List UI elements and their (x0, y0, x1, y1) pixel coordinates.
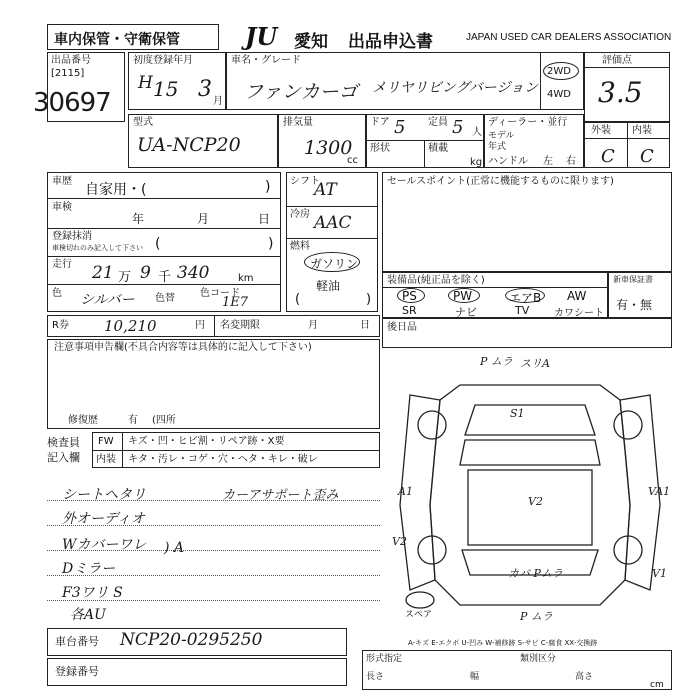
capacity-unit: 人 (472, 127, 482, 138)
fuel-close: ) (366, 292, 372, 307)
damage-legend: A-キズ E-エクボ U-凹み W-補修跡 S-サビ C-腐食 XX-交換跡 (408, 639, 598, 647)
aircon-value: AAC (314, 213, 352, 233)
displacement-unit: cc (347, 155, 358, 166)
aircon-label: 冷房 (290, 209, 310, 220)
vehicle-name: ファンカーゴ (244, 81, 358, 103)
fuel-open: ( (295, 292, 301, 307)
dims-height: 高さ (575, 672, 594, 682)
inspection-day: 日 (258, 212, 271, 226)
equip-navi: ナビ (455, 306, 477, 319)
lot-number: 30697 (33, 88, 111, 118)
shift-label: シフト (290, 176, 320, 187)
equip-tv: TV (515, 304, 530, 317)
new-warranty-value: 有・無 (616, 298, 653, 312)
inspector-label1: 検査員 (47, 436, 80, 449)
handle-label: ハンドル (488, 156, 528, 167)
equip-sr: SR (402, 304, 417, 317)
first-reg-month: 3 (198, 77, 212, 102)
note-line-6: 各AU (70, 607, 106, 623)
recycle-value: 10,210 (104, 317, 157, 335)
lot-sub: [2115] (51, 68, 85, 79)
lot-label: 出品番号 (51, 55, 91, 66)
capacity-value: 5 (452, 117, 464, 138)
note-line-1: シートヘタリ (62, 487, 146, 503)
color-value: シルバー (80, 292, 135, 308)
storage-text: 車内保管・守衛保管 (54, 32, 180, 48)
dims-box (362, 650, 672, 690)
inspector-row2: キタ・汚レ・コゲ・穴・ヘタ・キレ・破レ (128, 454, 318, 465)
wheel-front-left (418, 411, 446, 439)
mark-8: カバ Pムラ (508, 567, 563, 580)
note-line-2: 外オーディオ (62, 511, 145, 527)
mark-3: S1 (510, 407, 525, 420)
mark-2: スリA (520, 357, 550, 370)
equipment-label: 装備品(純正品を除く) (387, 275, 485, 286)
cert-open: ( (155, 236, 161, 252)
first-reg-year: 15 (153, 77, 179, 101)
equip-seat: カワシート (554, 308, 604, 319)
mark-10: P ムラ (520, 610, 553, 623)
drive-divider (540, 52, 541, 110)
repair-detail: (四所 (152, 415, 176, 426)
org-name: 愛知 (294, 32, 328, 52)
mileage-sen-unit: 千 (158, 270, 172, 285)
inspector-row1: キズ・凹・ヒビ割・リペア跡・X要 (128, 436, 285, 447)
dims-unit: cm (650, 680, 664, 690)
fuel-label: 燃料 (290, 241, 310, 252)
mark-1: P ムラ (480, 355, 513, 368)
equip-pw: PW (453, 289, 473, 303)
mark-6: V2 (392, 535, 407, 548)
fuel-value: ガソリン (310, 257, 359, 271)
spare-label: スペア (405, 610, 433, 620)
inspector-label2: 記入欄 (47, 451, 80, 464)
load-label: 積載 (428, 143, 448, 154)
rear-date-box (382, 318, 672, 348)
cert-close: ) (268, 236, 274, 252)
recycle-label: R券 (52, 320, 69, 331)
note-line-4: Dミラー (62, 561, 116, 577)
cert-label: 登録抹消 (52, 231, 92, 242)
vehicle-name-label: 車名・グレード (231, 55, 301, 66)
note-line-5: F3ワリ S (62, 585, 123, 601)
shape-label: 形状 (370, 143, 390, 154)
score-value: 3.5 (598, 76, 643, 109)
spare-wheel (406, 592, 434, 608)
wheel-front-right (614, 411, 642, 439)
mark-9: V1 (652, 567, 667, 580)
inspector-row1-label: FW (98, 436, 114, 447)
name-change-day: 日 (360, 320, 370, 331)
color-label: 色 (52, 288, 62, 299)
displacement-label: 排気量 (283, 117, 313, 128)
rear-date-label: 後日品 (387, 322, 417, 333)
car-diagram (390, 355, 670, 625)
equip-aw: AW (567, 289, 587, 303)
fuel-light-oil: 軽油 (316, 279, 341, 293)
dealer-label: ディーラー・並行 (488, 117, 568, 128)
note-right: カーアサポート歪み (222, 488, 339, 503)
repair-label: 修復歴 (68, 415, 98, 426)
model-label: 型式 (133, 117, 153, 128)
shift-value: AT (314, 180, 337, 200)
ext-label: 外装 (591, 125, 611, 136)
note-mark: ) A (164, 540, 185, 556)
dims-type-label: 類別区分 (520, 654, 557, 664)
displacement-value: 1300 (304, 137, 353, 159)
drive-4wd: 4WD (547, 89, 571, 100)
first-reg-month-unit: 月 (213, 96, 223, 107)
color-code: 1E7 (222, 295, 249, 310)
mileage-man-unit: 万 (118, 270, 132, 285)
score-label: 評価点 (602, 55, 632, 66)
mark-4: V2 (528, 495, 543, 508)
doors-value: 5 (394, 117, 406, 138)
mileage-unit: km (238, 273, 254, 284)
sales-point-box (382, 172, 672, 272)
chassis-label: 車台番号 (55, 635, 99, 648)
mileage-sen: 9 (140, 263, 151, 283)
mark-5: A1 (398, 485, 413, 498)
notes-label: 注意事項申告欄(不具合内容等は具体的に記入して下さい) (54, 342, 312, 353)
load-unit: kg (470, 157, 483, 168)
model-year-label2: 年式 (488, 142, 507, 152)
inspection-year: 年 (132, 212, 145, 226)
org-logo: JU (245, 22, 278, 51)
color-code-label: 色コード (200, 288, 240, 299)
car-windshield (460, 440, 600, 465)
inspection-label: 車検 (52, 202, 72, 213)
repair-value: 有 (128, 415, 138, 426)
ext-value: C (601, 146, 615, 167)
car-hood (465, 405, 595, 435)
recycle-unit: 円 (195, 320, 205, 331)
equip-ps: PS (402, 289, 417, 303)
mileage-man: 21 (92, 263, 114, 283)
usage-close: ) (265, 179, 271, 195)
color-change-label: 色替 (155, 293, 175, 304)
capacity-label: 定員 (428, 117, 448, 128)
inspection-month: 月 (197, 212, 210, 226)
first-reg-label: 初度登録年月 (133, 55, 193, 66)
name-change-month: 月 (308, 320, 318, 331)
model-year-label1: モデル (488, 131, 515, 141)
drive-2wd: 2WD (547, 66, 571, 77)
first-reg-era: H (138, 73, 153, 93)
chassis-value: NCP20-0295250 (120, 630, 263, 650)
doors-label: ドア (370, 117, 390, 128)
doc-title: 出品申込書 (348, 32, 433, 52)
mark-7: VA1 (648, 485, 670, 498)
mileage-label: 走行 (52, 259, 72, 270)
handle-right: 右 (566, 156, 576, 167)
association-name: JAPAN USED CAR DEALERS ASSOCIATION (466, 32, 672, 43)
inspector-row2-label: 内装 (96, 454, 116, 465)
vehicle-grade: メリヤリビングバージョン (372, 80, 539, 96)
handle-left: 左 (543, 156, 553, 167)
usage-label: 車歴 (52, 176, 72, 187)
sales-point-label: セールスポイント(正常に機能するものに限ります) (387, 176, 614, 187)
new-warranty-label: 新車保証書 (613, 275, 653, 284)
dims-length: 長さ (366, 672, 385, 682)
dims-model-label: 形式指定 (366, 654, 403, 664)
reg-label: 登録番号 (55, 665, 99, 678)
usage-value: 自家用・( (85, 182, 147, 198)
note-line-3: Wカバーワレ (62, 537, 147, 553)
dims-width: 幅 (470, 672, 480, 682)
int-value: C (640, 146, 654, 167)
cert-note: 車検切れのみ記入して下さい (52, 244, 143, 252)
int-label: 内装 (632, 125, 652, 136)
model-value: UA-NCP20 (137, 134, 241, 156)
name-change-label: 名変期限 (220, 320, 260, 331)
mileage-rest: 340 (177, 263, 210, 283)
equip-airbag: エアB (509, 291, 542, 305)
